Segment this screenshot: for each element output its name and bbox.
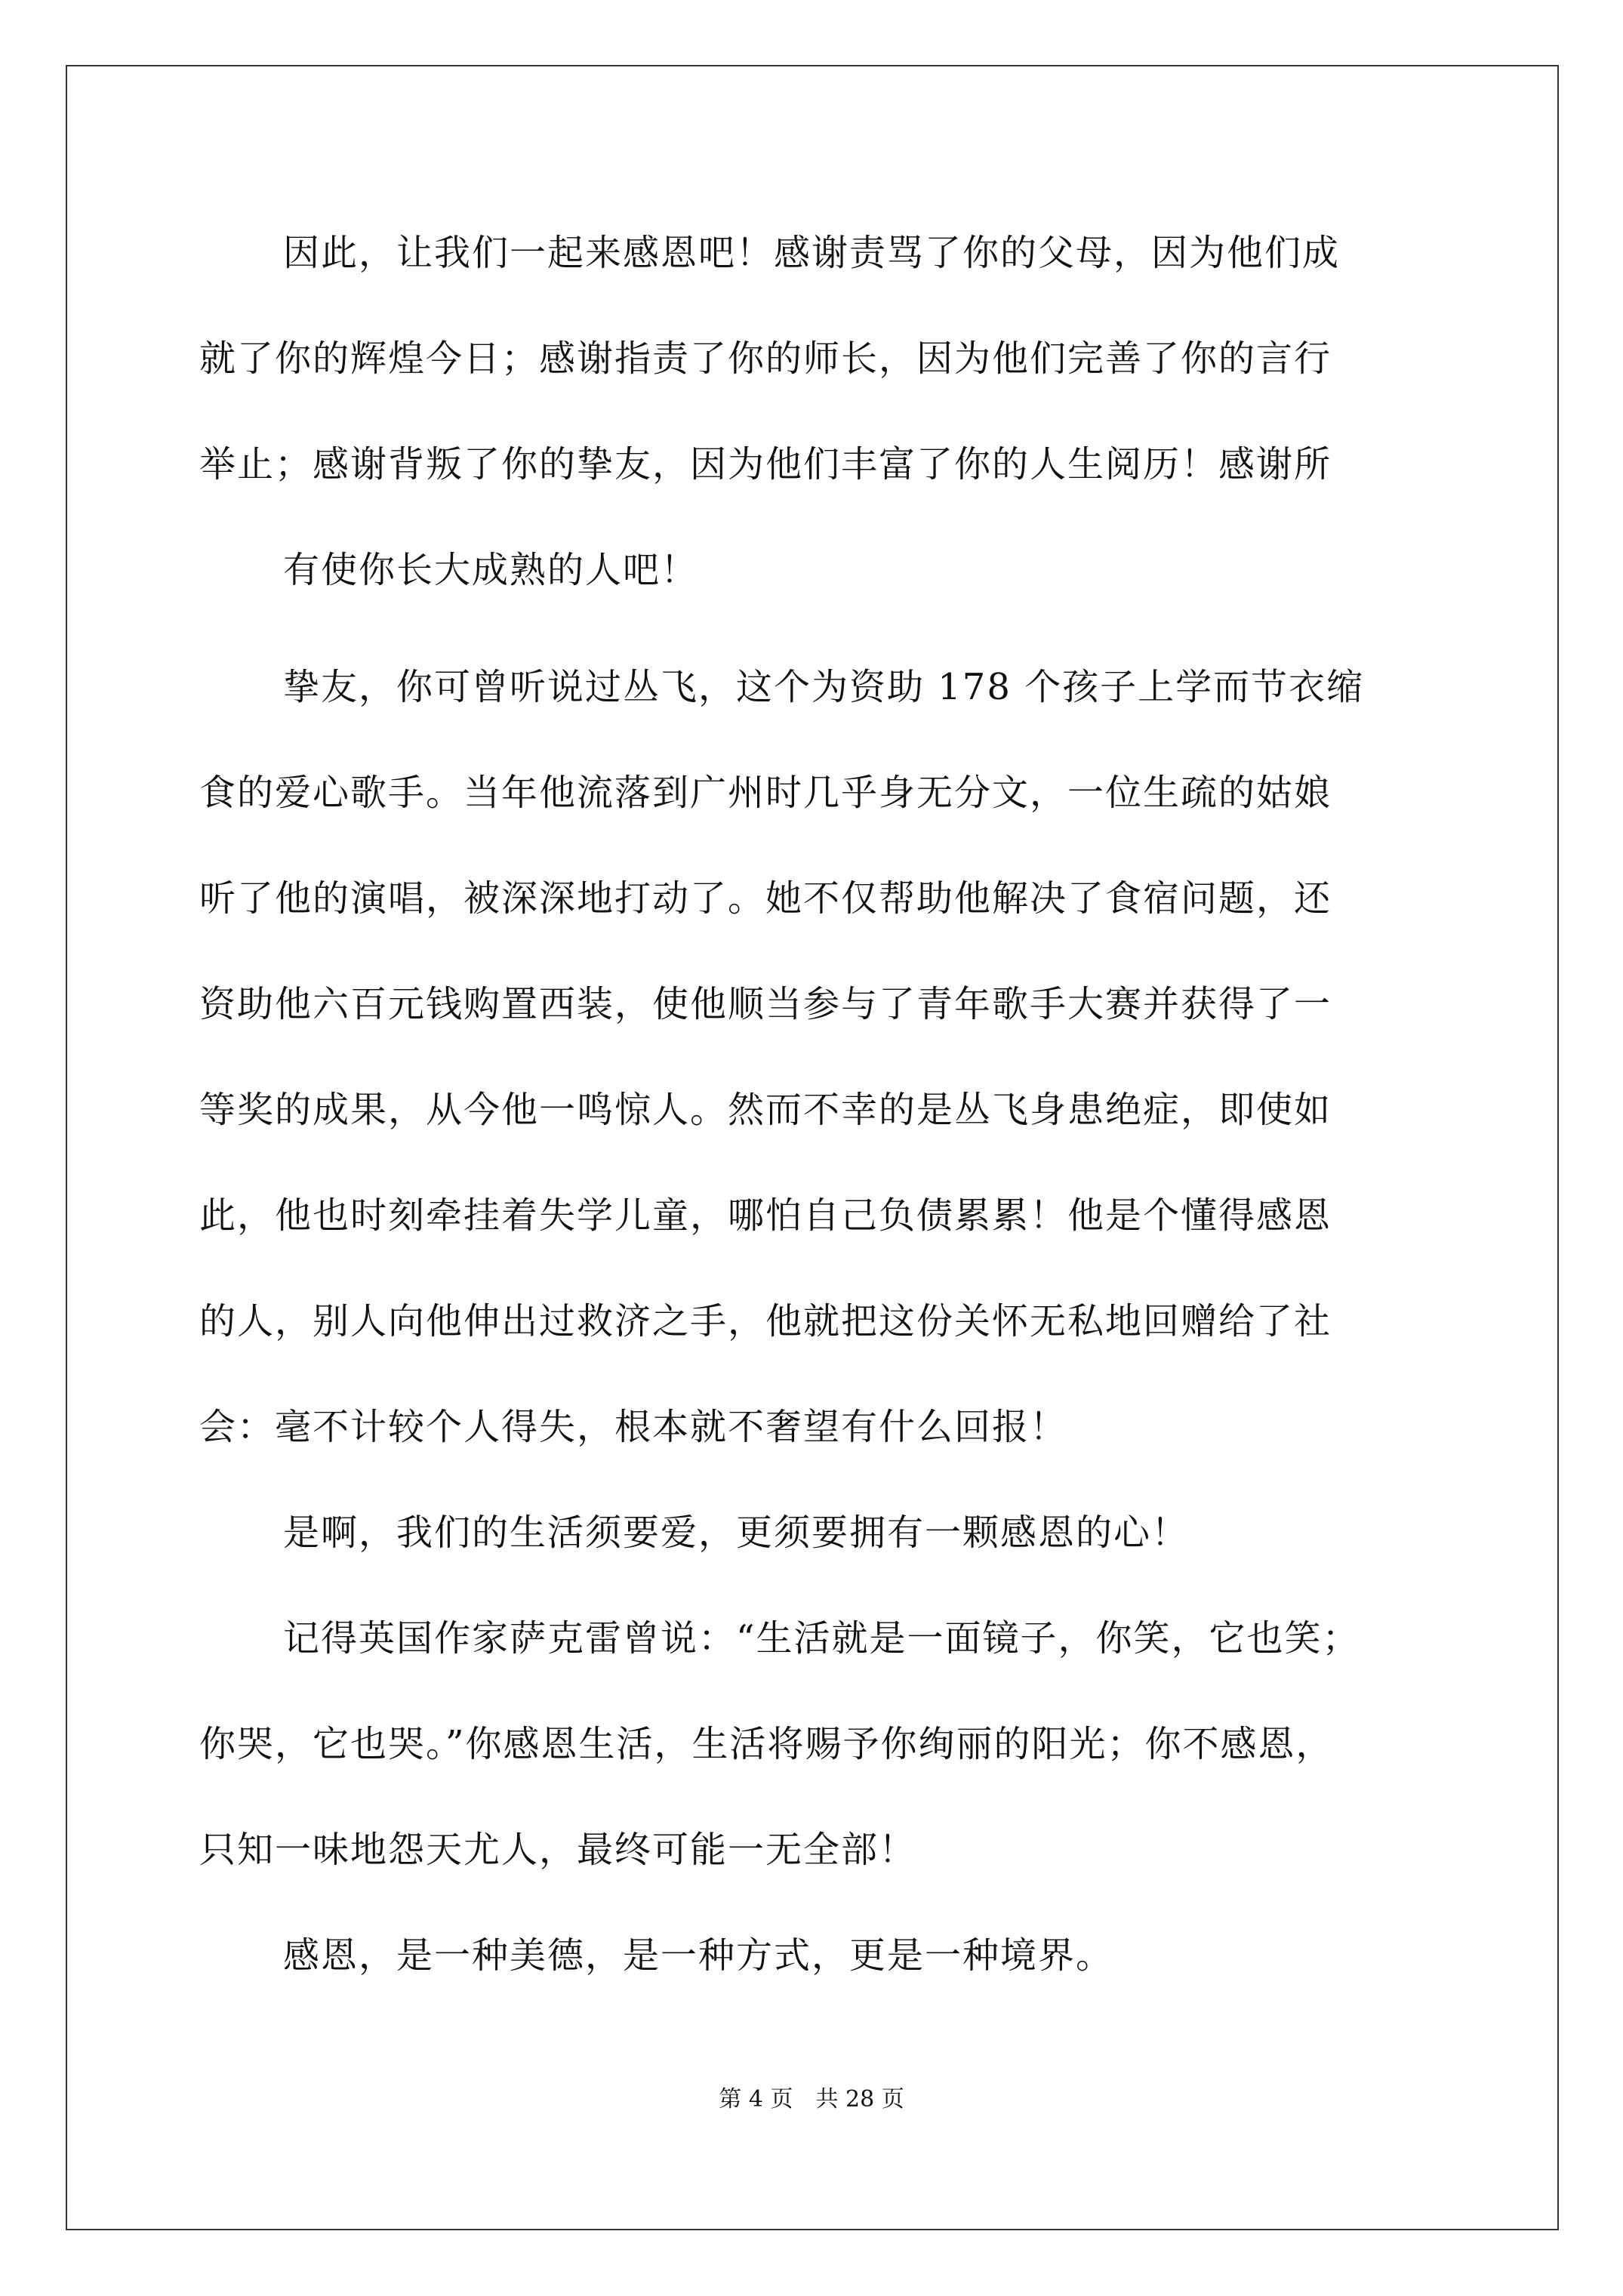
text-line: 等奖的成果，从今他一鸣惊人。然而不幸的是丛飞身患绝症，即使如 [199, 1089, 1332, 1131]
text-line: 有使你长大成熟的人吧！ [283, 549, 699, 591]
text-line: 只知一味地怨天尤人，最终可能一无全部！ [199, 1829, 917, 1871]
text-line: 是啊，我们的生活须要爱，更须要拥有一颗感恩的心！ [283, 1512, 1190, 1554]
text-line: 此，他也时刻牵挂着失学儿童，哪怕自己负债累累！他是个懂得感恩 [199, 1194, 1332, 1237]
page-number-footer: 第 4 页 共 28 页 [719, 2086, 904, 2113]
text-line: 资助他六百元钱购置西装，使他顺当参与了青年歌手大赛并获得了一 [199, 983, 1332, 1025]
text-line: 就了你的辉煌今日；感谢指责了你的师长，因为他们完善了你的言行 [199, 337, 1332, 380]
text-line: 听了他的演唱，被深深地打动了。她不仅帮助他解决了食宿问题，还 [199, 877, 1332, 920]
text-line: 因此，让我们一起来感恩吧！感谢责骂了你的父母，因为他们成 [283, 232, 1341, 274]
text-line: 举止；感谢背叛了你的挚友，因为他们丰富了你的人生阅历！感谢所 [199, 443, 1332, 485]
text-line: 食的爱心歌手。当年他流落到广州时几乎身无分文，一位生疏的姑娘 [199, 772, 1332, 814]
text-line: 记得英国作家萨克雷曾说：“生活就是一面镜子，你笑，它也笑； [283, 1617, 1360, 1660]
page-border [66, 65, 1559, 2230]
text-line: 的人，别人向他伸出过救济之手，他就把这份关怀无私地回赠给了社 [199, 1300, 1332, 1342]
text-line: 你哭，它也哭。”你感恩生活，生活将赐予你绚丽的阳光；你不感恩， [199, 1723, 1334, 1765]
text-line: 会：毫不计较个人得失，根本就不奢望有什么回报！ [199, 1406, 1068, 1448]
text-line: 挚友，你可曾听说过丛飞，这个为资助 178 个孩子上学而节衣缩 [283, 666, 1365, 708]
text-line: 感恩，是一种美德，是一种方式，更是一种境界。 [283, 1934, 1114, 1977]
